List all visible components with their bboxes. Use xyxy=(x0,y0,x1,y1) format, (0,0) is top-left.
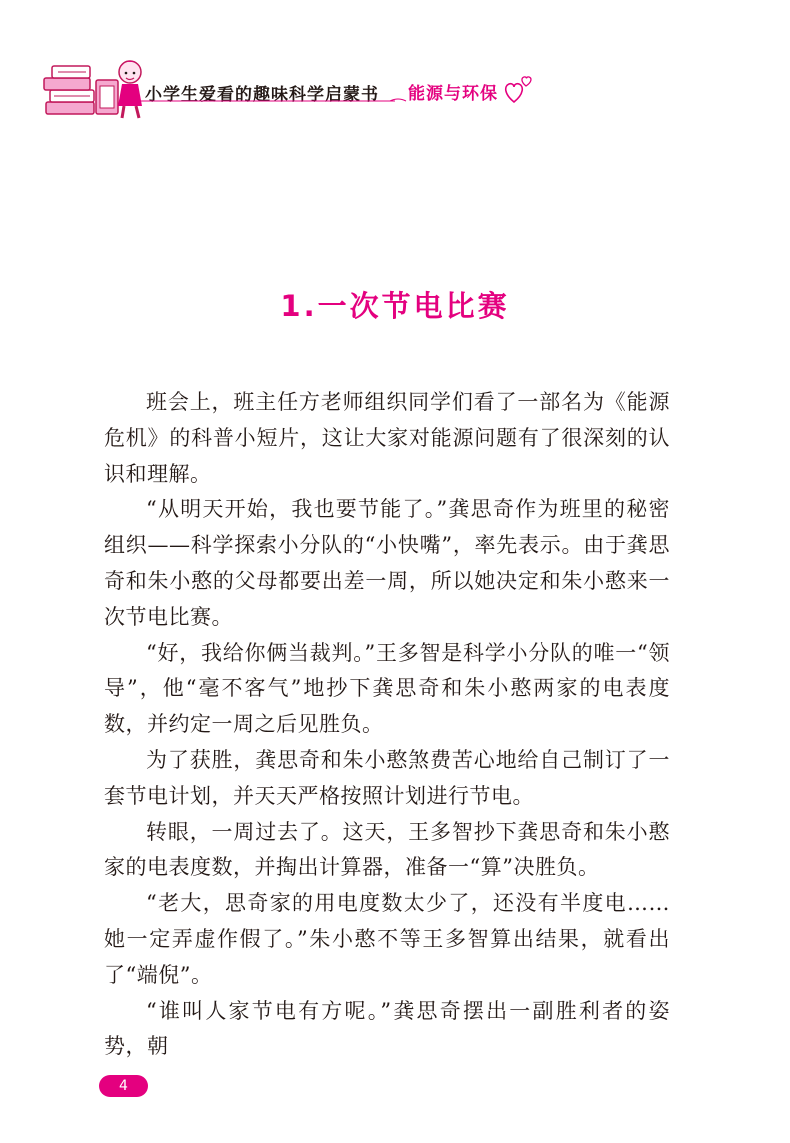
paragraph: “好，我给你俩当裁判。”王多智是科学小分队的唯一“领导”，他“毫不客气”地抄下龚思奇和朱小憨两家的电表度数，并约定一周之后见胜负。 xyxy=(104,640,670,737)
books-and-girl-illustration xyxy=(40,50,146,126)
chapter-title: 1.一次节电比赛 xyxy=(280,289,510,323)
header-divider-line xyxy=(140,97,410,105)
page-number: 4 xyxy=(99,1075,148,1097)
page-header xyxy=(0,0,790,140)
paragraph: “从明天开始，我也要节能了。”龚思奇作为班里的秘密组织——科学探索小分队的“小快嘴”，率先表示。由于龚思奇和朱小憨的父母都要出差一周，所以她决定和朱小憨来一次节电比赛。 xyxy=(104,497,670,629)
paragraph: “谁叫人家节电有方呢。”龚思奇摆出一副胜利者的姿势，朝 xyxy=(104,998,670,1059)
book-title: 能源与环保 xyxy=(408,84,498,104)
paragraph: 转眼，一周过去了。这天，王多智抄下龚思奇和朱小憨家的电表度数，并掏出计算器，准备一“算”决胜负。 xyxy=(104,819,670,880)
body-text xyxy=(104,385,670,1065)
paragraph: 班会上，班主任方老师组织同学们看了一部名为《能源危机》的科普小短片，这让大家对能源问题有了很深刻的认识和理解。 xyxy=(104,390,670,486)
paragraph: 为了获胜，龚思奇和朱小憨煞费苦心地给自己制订了一套节电计划，并天天严格按照计划进行节电。 xyxy=(104,747,670,808)
paragraph: “老大，思奇家的用电度数太少了，还没有半度电……她一定弄虚作假了。”朱小憨不等王多智算出结果，就看出了“端倪”。 xyxy=(104,891,670,987)
hearts-icon xyxy=(500,72,536,108)
series-title: 小学生爱看的趣味科学启蒙书 xyxy=(145,85,379,105)
